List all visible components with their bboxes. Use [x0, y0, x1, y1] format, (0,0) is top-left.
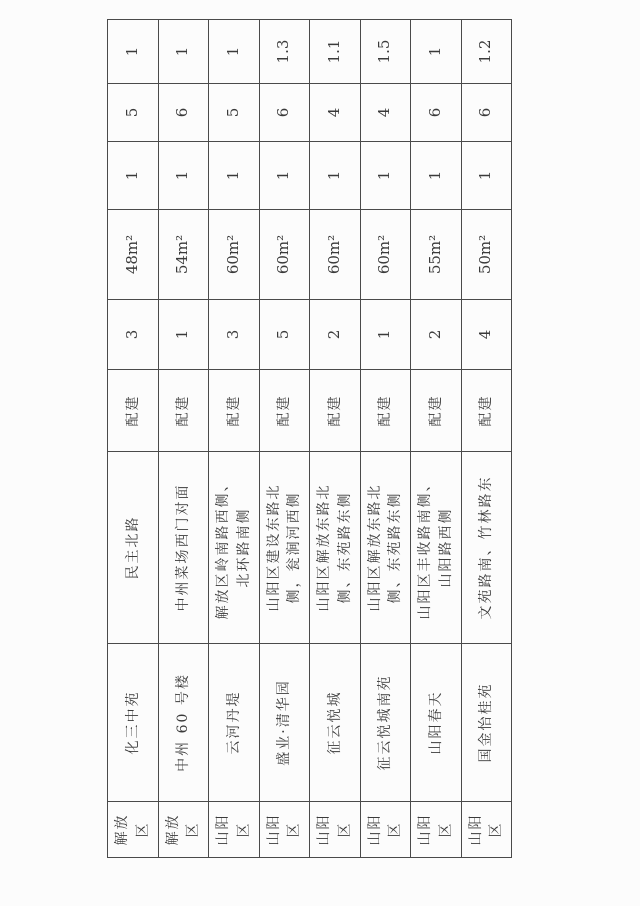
district-cell: 山阳区 [259, 802, 310, 858]
count-cell: 5 [259, 300, 310, 370]
location-line: 山阳区建设东路北 [265, 483, 282, 612]
col8-cell: 6 [461, 84, 512, 142]
table-row [360, 20, 411, 858]
table-row [209, 20, 260, 858]
location-cell [461, 452, 512, 644]
location-line: 山阳区解放东路北 [316, 483, 333, 612]
location-line: 山阳区丰收路南侧、 [417, 475, 434, 620]
location-cell [209, 452, 260, 644]
type-cell: 配建 [259, 370, 310, 452]
table-row [411, 20, 462, 858]
col8-cell: 5 [108, 84, 159, 142]
location-line: 中州菜场西门对面 [175, 483, 192, 612]
area-cell: 60m² [360, 210, 411, 300]
table-row [259, 20, 310, 858]
location-cell [158, 452, 209, 644]
district-cell: 山阳区 [461, 802, 512, 858]
community-cell: 征云悦城南苑 [360, 644, 411, 802]
location-cell [108, 452, 159, 644]
location-cell [310, 452, 361, 644]
area-cell: 60m² [209, 210, 260, 300]
location-cell [411, 452, 462, 644]
col8-cell: 6 [411, 84, 462, 142]
col9-cell: 1 [108, 20, 159, 84]
count-cell: 2 [310, 300, 361, 370]
community-cell: 盛业·清华园 [259, 644, 310, 802]
type-cell: 配建 [411, 370, 462, 452]
location-line: 侧、东苑路东侧 [336, 491, 353, 604]
col9-cell: 1.2 [461, 20, 512, 84]
table-row [461, 20, 512, 858]
area-cell: 55m² [411, 210, 462, 300]
col8-cell: 4 [360, 84, 411, 142]
location-line: 山阳区解放东路北 [366, 483, 383, 612]
type-cell: 配建 [108, 370, 159, 452]
table-body [108, 20, 512, 858]
area-cell: 60m² [259, 210, 310, 300]
location-line: 山阳路西侧 [437, 507, 454, 588]
area-cell: 50m² [461, 210, 512, 300]
table-row [310, 20, 361, 858]
location-line: 侧，瓮涧河西侧 [286, 491, 303, 604]
col7-cell: 1 [310, 142, 361, 210]
col7-cell: 1 [461, 142, 512, 210]
count-cell: 4 [461, 300, 512, 370]
count-cell: 2 [411, 300, 462, 370]
location-line: 北环路南侧 [235, 507, 252, 588]
area-cell: 54m² [158, 210, 209, 300]
district-cell: 解放区 [158, 802, 209, 858]
type-cell: 配建 [158, 370, 209, 452]
community-cell: 云河丹堤 [209, 644, 260, 802]
col9-cell: 1.1 [310, 20, 361, 84]
col8-cell: 6 [158, 84, 209, 142]
district-cell: 解放区 [108, 802, 159, 858]
col7-cell: 1 [158, 142, 209, 210]
col7-cell: 1 [411, 142, 462, 210]
col7-cell: 1 [108, 142, 159, 210]
location-cell [259, 452, 310, 644]
community-cell: 化三中苑 [108, 644, 159, 802]
area-cell: 48m² [108, 210, 159, 300]
count-cell: 1 [360, 300, 411, 370]
col7-cell: 1 [259, 142, 310, 210]
location-line: 解放区岭南路西侧、 [215, 475, 232, 620]
type-cell: 配建 [461, 370, 512, 452]
location-cell [360, 452, 411, 644]
col9-cell: 1 [158, 20, 209, 84]
col8-cell: 6 [259, 84, 310, 142]
count-cell: 3 [108, 300, 159, 370]
district-cell: 山阳区 [360, 802, 411, 858]
table-wrapper [107, 39, 512, 858]
table-row [158, 20, 209, 858]
table-row [108, 20, 159, 858]
community-cell: 征云悦城 [310, 644, 361, 802]
district-cell: 山阳区 [209, 802, 260, 858]
district-cell: 山阳区 [411, 802, 462, 858]
type-cell: 配建 [209, 370, 260, 452]
col7-cell: 1 [209, 142, 260, 210]
col9-cell: 1.3 [259, 20, 310, 84]
col8-cell: 5 [209, 84, 260, 142]
col7-cell: 1 [360, 142, 411, 210]
location-line: 文苑路南、竹林路东 [478, 475, 495, 620]
type-cell: 配建 [310, 370, 361, 452]
location-line: 民主北路 [124, 515, 141, 580]
col9-cell: 1 [209, 20, 260, 84]
count-cell: 1 [158, 300, 209, 370]
col8-cell: 4 [310, 84, 361, 142]
col9-cell: 1.5 [360, 20, 411, 84]
area-cell: 60m² [310, 210, 361, 300]
type-cell: 配建 [360, 370, 411, 452]
community-cell: 山阳春天 [411, 644, 462, 802]
community-cell: 中州 60 号楼 [158, 644, 209, 802]
count-cell: 3 [209, 300, 260, 370]
community-cell: 国金怡桂苑 [461, 644, 512, 802]
col9-cell: 1 [411, 20, 462, 84]
district-cell: 山阳区 [310, 802, 361, 858]
facility-table [107, 19, 512, 858]
location-line: 侧、东苑路东侧 [387, 491, 404, 604]
